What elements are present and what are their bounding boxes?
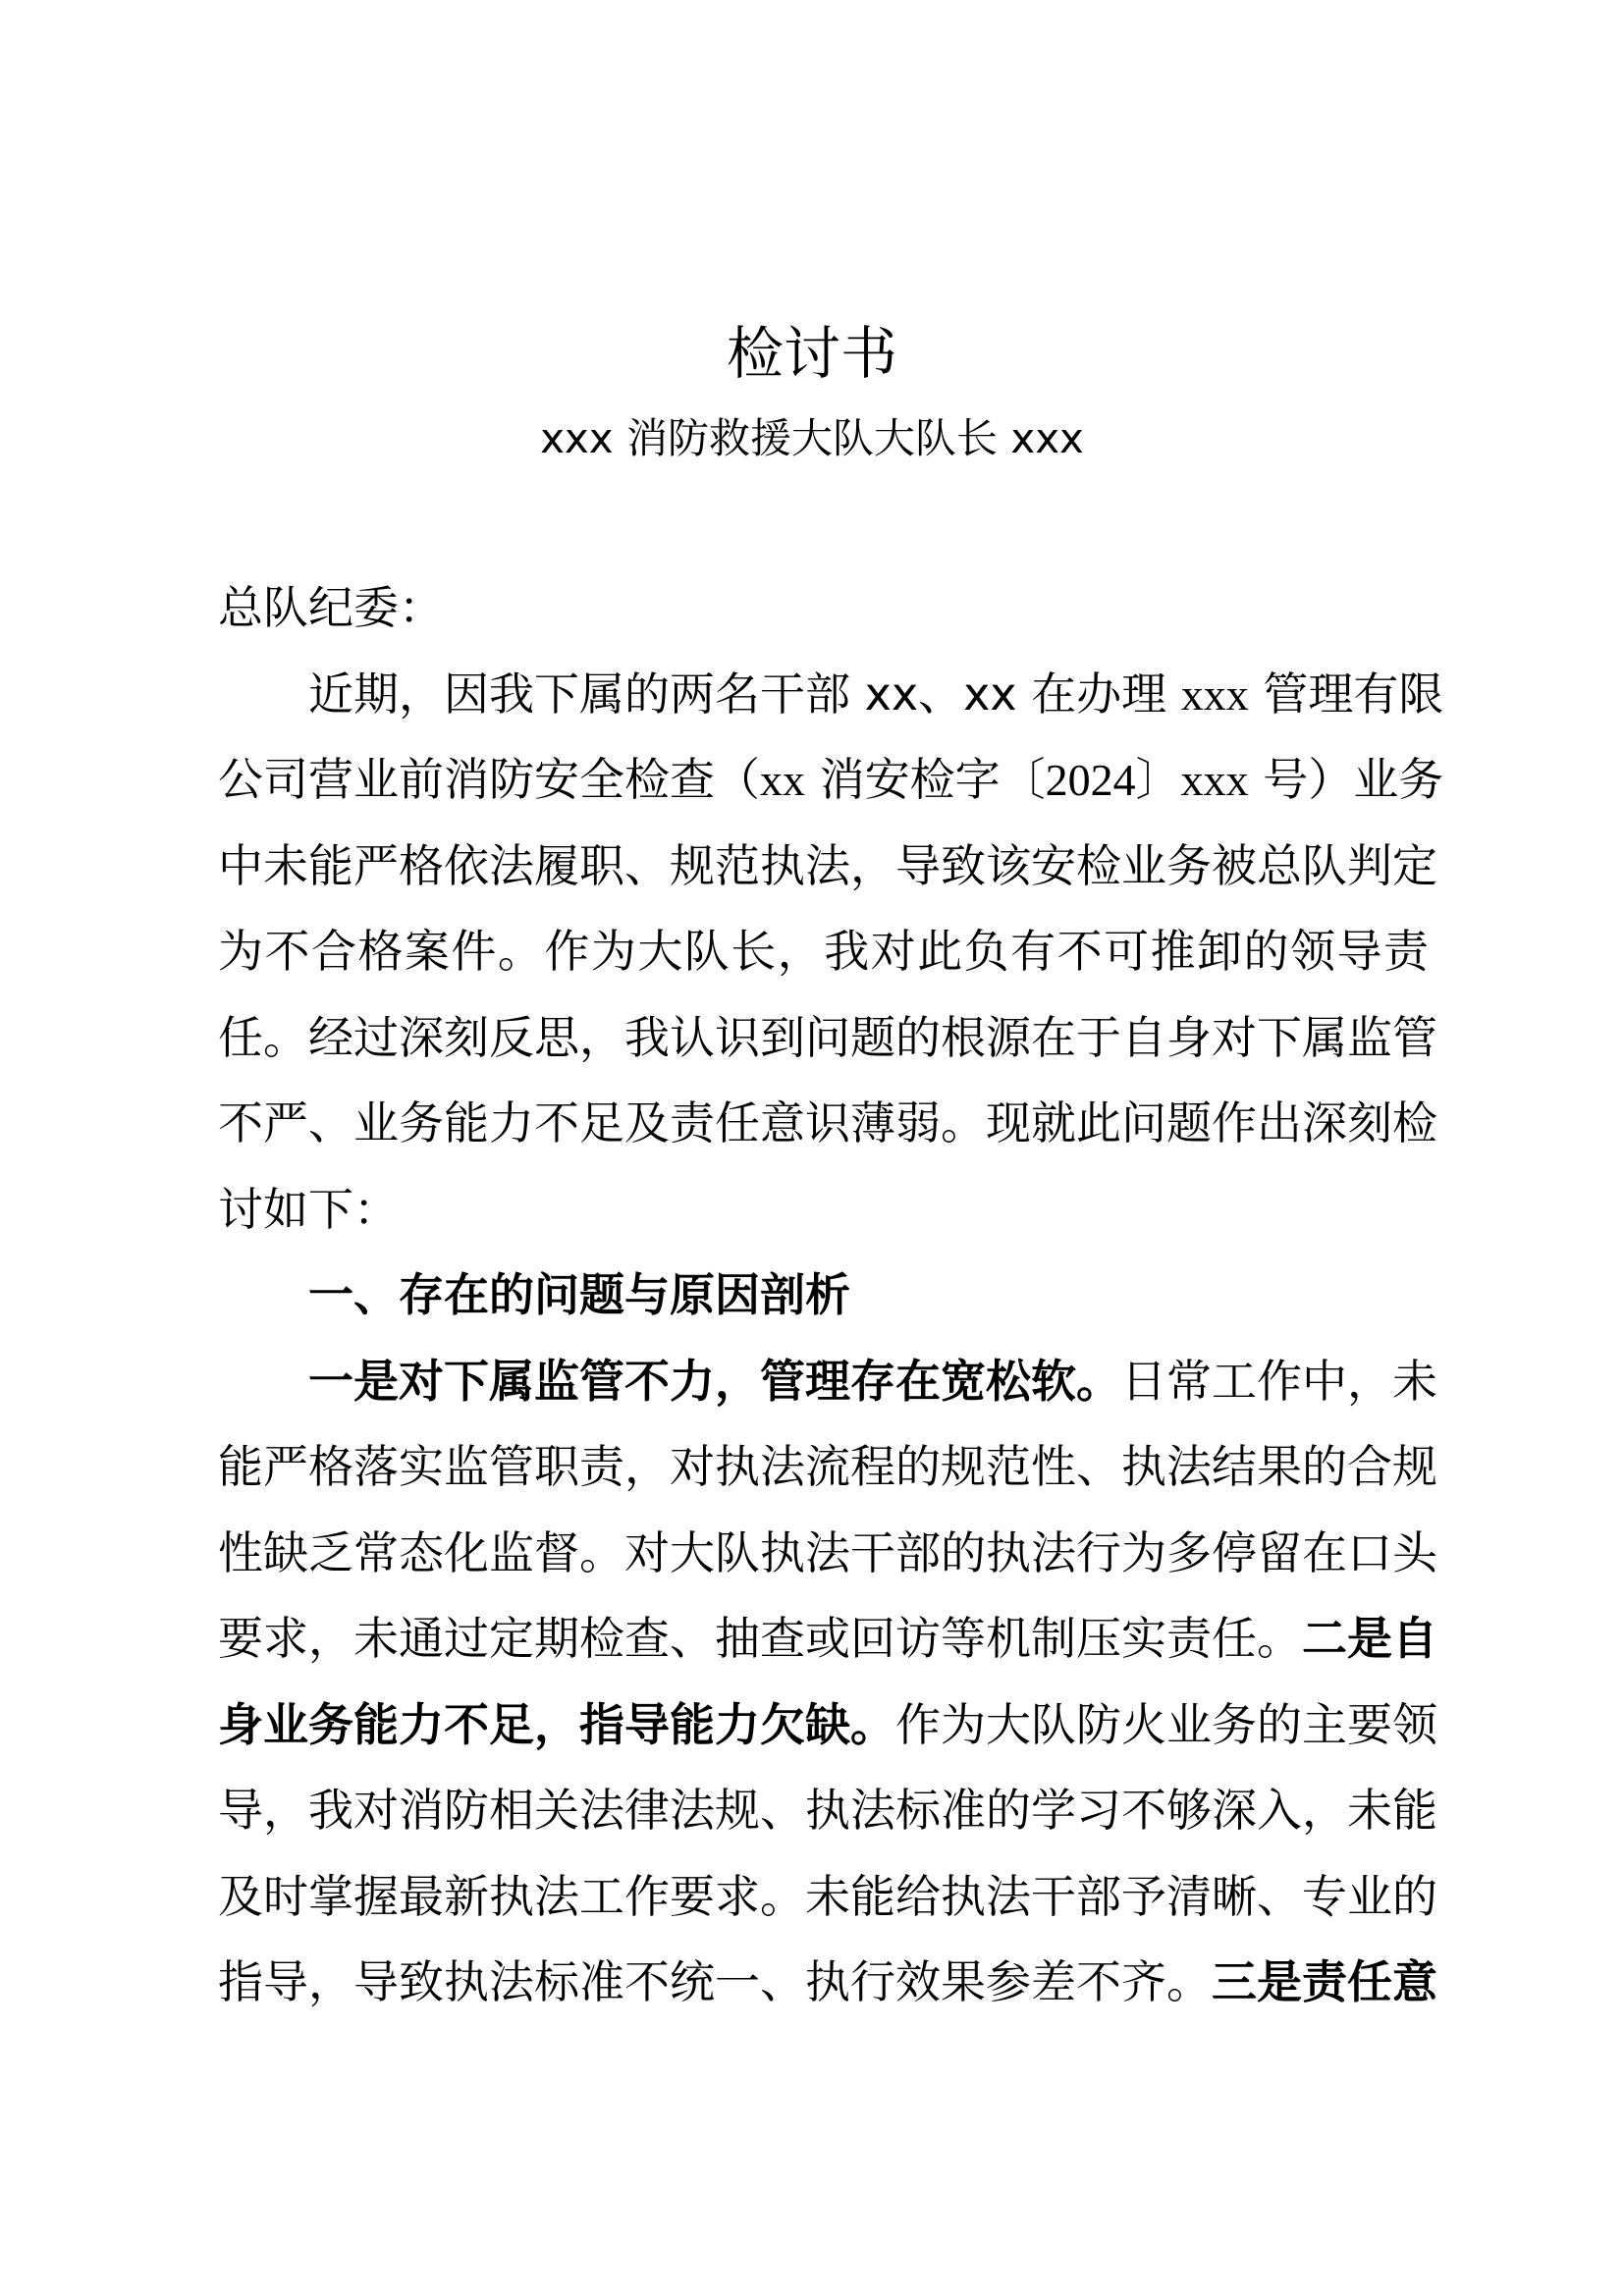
text-line <box>218 565 1429 652</box>
text-line <box>218 824 1437 910</box>
text-line <box>218 1940 1437 2026</box>
text-segment: 能严格落实监管职责，对执法流程的规范性、执法结果的合规 <box>218 1440 1437 1493</box>
bold-text-segment: 身业务能力不足，指导能力欠缺。 <box>218 1697 895 1751</box>
text-segment: 2024 <box>1045 755 1136 805</box>
bold-text-segment: 三是责任意 <box>1212 1955 1437 2008</box>
text-line <box>218 1854 1437 1941</box>
text-segment: xxx <box>1180 668 1249 720</box>
text-segment: 日常工作中，未 <box>1121 1354 1437 1408</box>
text-segment: 近期，因我下属的两名干部 xx、xx 在办理 <box>308 667 1181 721</box>
bold-text-segment: 一、存在的问题与原因剖析 <box>308 1268 850 1321</box>
text-line <box>218 1081 1437 1167</box>
text-line <box>218 737 1444 824</box>
document-body <box>218 565 1444 2026</box>
text-segment: 号）业务 <box>1248 753 1444 806</box>
text-line <box>218 1596 1437 1682</box>
bold-text-segment: 一是对下属监管不力，管理存在宽松软。 <box>308 1354 1121 1408</box>
text-segment: 指导，导致执法标准不统一、执行效果参差不齐。 <box>218 1955 1212 2008</box>
text-segment: 中未能严格依法履职、规范执法，导致该安检业务被总队判定 <box>218 838 1437 892</box>
text-segment: 管理有限 <box>1248 667 1444 721</box>
text-line <box>218 1339 1437 1425</box>
text-segment: 要求，未通过定期检查、抽查或回访等机制压实责任。 <box>218 1612 1302 1665</box>
text-segment: 不严、业务能力不足及责任意识薄弱。现就此问题作出深刻检 <box>218 1096 1437 1149</box>
text-segment: 任。经过深刻反思，我认识到问题的根源在于自身对下属监管 <box>218 1010 1437 1064</box>
text-segment: 作为大队防火业务的主要领 <box>895 1697 1437 1751</box>
text-segment: 消安检字〔 <box>805 753 1046 806</box>
text-line <box>218 652 1444 738</box>
text-line <box>218 1167 1429 1254</box>
text-line <box>218 1424 1437 1511</box>
document-subtitle: xxx 消防救援大队大队长 xxx <box>540 414 1084 462</box>
document-title: 检讨书 <box>726 320 897 387</box>
text-segment: 为不合格案件。作为大队长，我对此负有不可推卸的领导责 <box>218 925 1429 978</box>
text-segment: 〕 <box>1135 753 1181 806</box>
text-segment: 讨如下： <box>218 1182 399 1236</box>
text-segment: xx <box>760 755 805 805</box>
text-segment: 性缺乏常态化监督。对大队执法干部的执法行为多停留在口头 <box>218 1525 1437 1579</box>
text-segment: 总队纪委： <box>218 581 444 634</box>
bold-text-segment: 二是自 <box>1302 1612 1437 1665</box>
text-line <box>218 909 1429 995</box>
text-line <box>218 1253 1429 1339</box>
text-line <box>218 995 1437 1082</box>
text-line <box>218 1511 1437 1597</box>
text-line <box>218 1682 1437 1769</box>
text-segment: xxx <box>1180 755 1249 805</box>
text-segment: 公司营业前消防安全检查（ <box>218 753 760 806</box>
text-segment: 导，我对消防相关法律法规、执法标准的学习不够深入，未能 <box>218 1784 1437 1837</box>
text-line <box>218 1768 1437 1854</box>
text-segment: 及时掌握最新执法工作要求。未能给执法干部予清晰、专业的 <box>218 1869 1437 1923</box>
